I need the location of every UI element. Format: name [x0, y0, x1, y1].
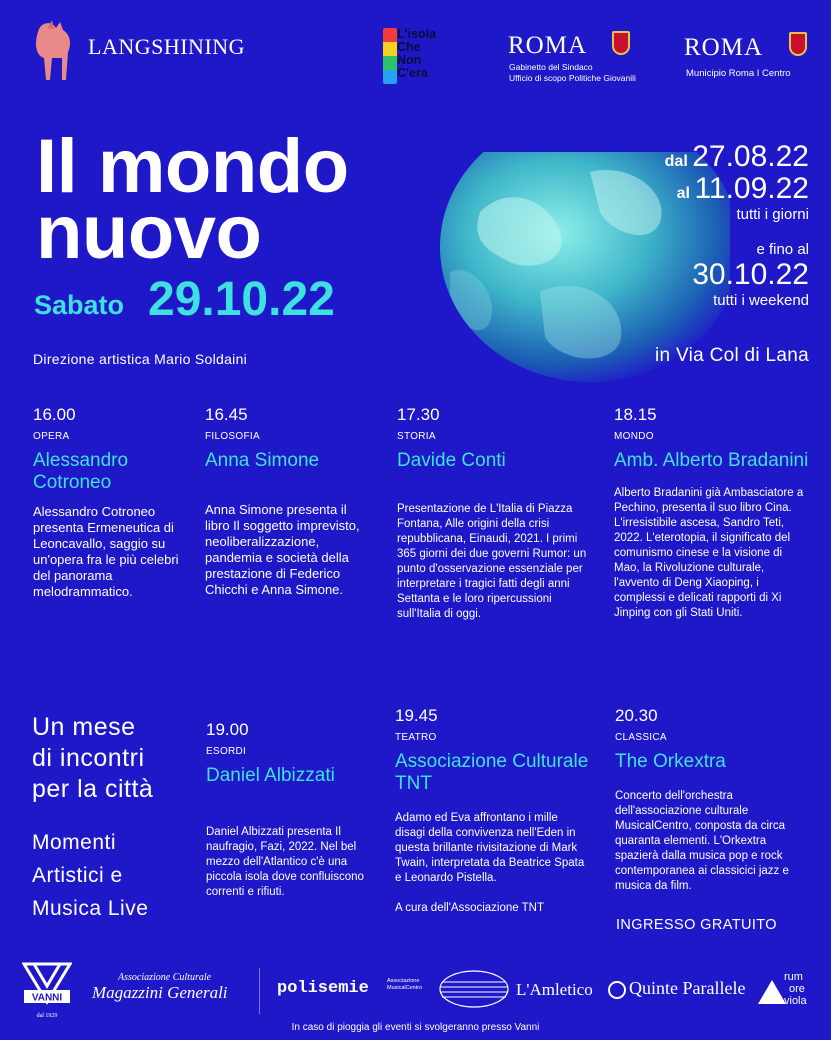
promo-moments-text: Momenti Artistici e Musica Live	[32, 831, 149, 920]
quinte-parallele-logo: Quinte Parallele	[629, 978, 746, 998]
event-time: 19.00	[206, 720, 249, 739]
event-category: FILOSOFIA	[205, 431, 260, 442]
event-time: 16.45	[205, 405, 248, 424]
event-category: ESORDI	[206, 746, 247, 757]
event-speaker: Daniel Albizzati	[206, 765, 335, 786]
event-description: Presentazione de L'Italia di Piazza Fontana, Alle origini della crisi repubblicana, Einaudi, 2021. I primi 365 giorni dei due governi Rumor: un punto d'osservazione essenziale per interpretare i tragici fatti degli anni Settanta e le loro ripercussioni sull'Italia di oggi.	[397, 503, 587, 620]
event-description: Daniel Albizzati presenta Il naufragio, Fazi, 2022. Nel bel mezzo dell'Atlantico c'è una piccola isola dove confluiscono correnti e rifiuti.	[206, 826, 364, 898]
event-time: 18.15	[614, 405, 657, 424]
date-end: 11.09.22	[694, 172, 809, 205]
langshining-horse-logo	[30, 18, 76, 82]
rumore-line-2: ore	[789, 983, 805, 995]
event-category: TEATRO	[395, 732, 437, 743]
quinte-parallele-icon	[608, 981, 626, 999]
roma-subtitle-2: Municipio Roma I Centro	[686, 68, 791, 79]
event-speaker: The Orkextra	[615, 751, 726, 772]
sabato-label: Sabato	[34, 290, 125, 320]
isola-color-bar	[383, 28, 397, 84]
weekend-label: tutti i weekend	[713, 292, 809, 309]
artistic-direction: Direzione artistica Mario Soldaini	[33, 351, 248, 367]
event-card	[397, 405, 592, 622]
rain-notice: In caso di pioggia gli eventi si svolgeranno presso Vanni	[291, 1022, 540, 1033]
until-label: e fino al	[756, 241, 809, 258]
vanni-text: VANNI	[31, 992, 63, 1004]
roma-crest-icon	[612, 31, 630, 55]
event-description: Alessandro Cotroneo presenta Ermeneutica di Leoncavallo, saggio su un'opera fra le più celebri del panorama melodrammatico.	[33, 504, 179, 599]
event-category: OPERA	[33, 431, 70, 442]
dal-label: dal	[664, 153, 688, 170]
vanni-logo	[22, 962, 72, 1020]
event-description: Adamo ed Eva affrontano i mille disagi della convivenza nell'Eden in questa brillante rivisitazione di Mark Twain, interpretata da Beatrice Spata e Leonardo Pistella.	[395, 812, 585, 884]
event-card	[33, 405, 183, 600]
event-card	[615, 706, 805, 894]
event-speaker: Alessandro Cotroneo	[33, 450, 129, 493]
event-card	[205, 405, 370, 598]
musicalcentro-label: Associazione MusicalCentro	[387, 978, 423, 991]
al-label: al	[676, 185, 690, 202]
vanni-since-text: dal 1929	[36, 1013, 58, 1019]
event-time: 17.30	[397, 405, 440, 424]
event-title: Il mondo nuovo	[36, 124, 349, 275]
roma-subtitle-1: Gabinetto del Sindaco Ufficio di scopo Politiche Giovanili	[509, 62, 636, 83]
event-card	[206, 720, 366, 900]
musicalcentro-logo-icon	[438, 968, 510, 1010]
every-day-label: tutti i giorni	[736, 206, 809, 223]
lamletico-logo: L'Amletico	[516, 980, 593, 999]
event-description: Alberto Bradanini già Ambasciatore a Pechino, presenta il suo libro Cina. L'irresistibile ascesa, Sandro Teti, 2022. L'eterotopia, il significato del comunismo cinese e la visione di Mao, la Rivoluzione culturale, l'avvento di Deng Xiaoping, i complessi e delicati rapporti di Xi Jinping con gli Stati Uniti.	[614, 487, 804, 619]
event-speaker: Associazione Culturale TNT	[395, 751, 589, 794]
event-time: 20.30	[615, 706, 658, 725]
event-description: Anna Simone presenta il libro Il soggetto imprevisto, neoliberalizzazione, pandemia e società della prestazione di Federico Chicchi e Anna Simone.	[205, 502, 360, 597]
roma-crest-icon	[789, 32, 807, 56]
event-category: MONDO	[614, 431, 654, 442]
free-entry-label: INGRESSO GRATUITO	[616, 917, 777, 933]
event-time: 19.45	[395, 706, 438, 725]
event-speaker: Davide Conti	[397, 450, 506, 471]
footer-divider	[259, 968, 260, 1014]
roma-logo-1: ROMA	[508, 32, 588, 59]
polisemie-logo: polisemie	[277, 979, 369, 998]
event-speaker: Anna Simone	[205, 450, 320, 471]
event-category: CLASSICA	[615, 732, 667, 743]
promo-month-text: Un mese di incontri per la città	[32, 713, 154, 803]
event-speaker: Amb. Alberto Bradanini	[614, 450, 809, 471]
event-category: STORIA	[397, 431, 436, 442]
rumore-line-1: rum	[784, 971, 803, 983]
event-card	[614, 405, 809, 621]
date-start: 27.08.22	[692, 140, 809, 173]
roma-logo-2: ROMA	[684, 34, 764, 61]
magazzini-generali-logo: Associazione Culturale Magazzini Generali	[92, 972, 228, 1002]
isola-logo-text: L'isola Che Non C'era	[397, 27, 437, 80]
langshining-logo-text: LANGSHINING	[88, 34, 246, 59]
event-card	[395, 706, 590, 916]
venue-address: in Via Col di Lana	[655, 345, 809, 366]
event-time: 16.00	[33, 405, 76, 424]
rumore-viola-logo	[756, 968, 812, 1006]
date-range-block	[665, 140, 809, 309]
sabato-date: 29.10.22	[148, 273, 335, 326]
event-note: A cura dell'Associazione TNT	[395, 902, 544, 914]
event-description: Concerto dell'orchestra dell'associazione culturale MusicalCentro, conposta da circa quaranta elementi. L'Orkextra spazierà dalla musica pop e rock contemporanea ai classicici jazz e musica da film.	[615, 790, 789, 892]
rumore-line-3: viola	[784, 995, 807, 1006]
date-final: 30.10.22	[692, 258, 809, 291]
